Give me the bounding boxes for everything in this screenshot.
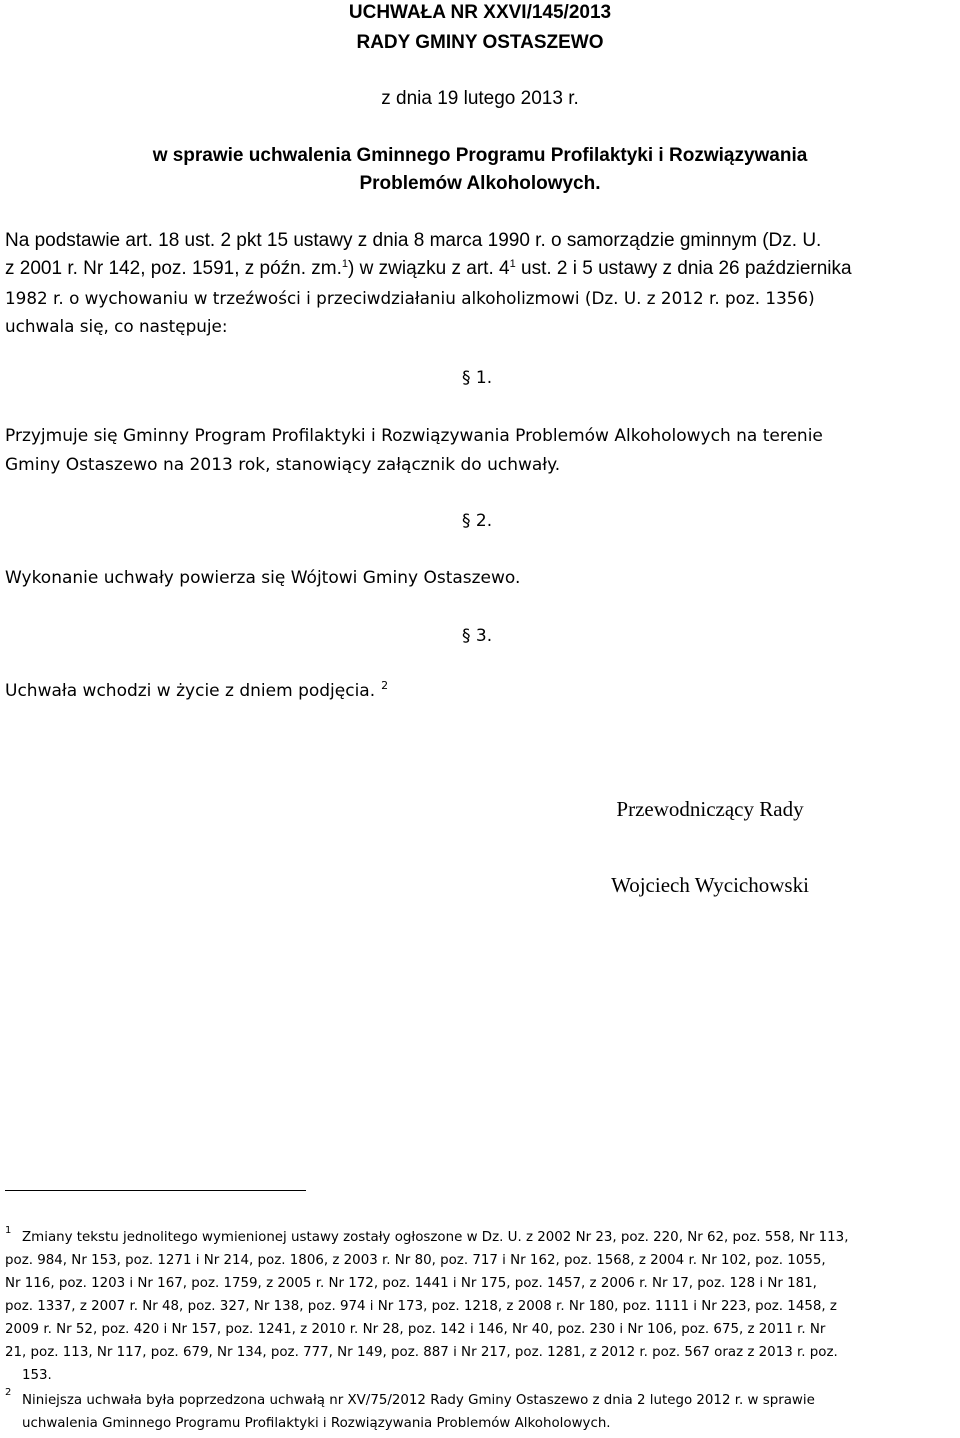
document-date: z dnia 19 lutego 2013 r. [381, 88, 579, 109]
subject-line-2: Problemów Alkoholowych. [359, 173, 601, 194]
signature-name: Wojciech Wycichowski [611, 873, 809, 897]
footnote-ref-1: 1 [341, 258, 349, 270]
subject-line-1: w sprawie uchwalenia Gminnego Programu Profilaktyki i Rozwiązywania [152, 145, 808, 166]
footnote-1-line-7: 153. [22, 1368, 52, 1383]
footnote-1-line-6: 21, poz. 113, Nr 117, poz. 679, Nr 134, poz. 777, Nr 149, poz. 887 i Nr 217, poz. 1281, z 2012 r. poz. 567 oraz z 2013 r. poz. [5, 1345, 838, 1360]
preamble-line-2-a: z 2001 r. Nr 142, poz. 1591, z późn. zm. [5, 258, 342, 279]
section-3-line-1 [5, 681, 388, 701]
footnote-2-line-2: uchwalenia Gminnego Programu Profilaktyki i Rozwiązywania Problemów Alkoholowych. [22, 1416, 611, 1431]
preamble-line-3: 1982 r. o wychowaniu w trzeźwości i przeciwdziałaniu alkoholizmowi (Dz. U. z 2012 r. poz. 1356) [5, 288, 815, 308]
preamble-line-4: uchwala się, co następuje: [5, 316, 228, 336]
preamble-line-1: Na podstawie art. 18 ust. 2 pkt 15 ustawy z dnia 8 marca 1990 r. o samorządzie gminnym (Dz. U. [5, 230, 822, 251]
footnote-1-line-5: 2009 r. Nr 52, poz. 420 i Nr 157, poz. 1241, z 2010 r. Nr 28, poz. 142 i 146, Nr 40, poz. 230 i Nr 106, poz. 675, z 2011 r. Nr [5, 1322, 826, 1337]
footnote-1-line-1: Zmiany tekstu jednolitego wymienionej ustawy zostały ogłoszone w Dz. U. z 2002 Nr 23, poz. 220, Nr 62, poz. 558, Nr 113, [22, 1230, 849, 1245]
footnote-2-number: 2 [5, 1387, 12, 1398]
section-1-line-1: Przyjmuje się Gminny Program Profilaktyki i Rozwiązywania Problemów Alkoholowych na terenie [5, 426, 823, 446]
footnote-1-line-2: poz. 984, Nr 153, poz. 1271 i Nr 214, poz. 1806, z 2003 r. Nr 80, poz. 717 i Nr 162, poz. 1568, z 2004 r. Nr 102, poz. 1055, [5, 1253, 826, 1268]
footnote-2-line-1: Niniejsza uchwała była poprzedzona uchwałą nr XV/75/2012 Rady Gminy Ostaszewo z dnia 2 lutego 2012 r. w sprawie [22, 1393, 815, 1408]
preamble-line-2-c: ust. 2 i 5 ustawy z dnia 26 października [515, 258, 852, 279]
preamble-line-2 [5, 258, 852, 280]
council-name: RADY GMINY OSTASZEWO [356, 32, 604, 53]
superscript-art-4: 1 [509, 258, 516, 270]
section-3-text: Uchwała wchodzi w życie z dniem podjęcia. [5, 681, 376, 701]
section-3-number: § 3. [462, 626, 493, 646]
footnote-1-line-4: poz. 1337, z 2007 r. Nr 48, poz. 327, Nr 138, poz. 974 i Nr 173, poz. 1218, z 2008 r. Nr 180, poz. 1111 i Nr 223, poz. 1458, z [5, 1299, 837, 1314]
section-1-line-2: Gminy Ostaszewo na 2013 rok, stanowiący załącznik do uchwały. [5, 455, 561, 475]
footnote-separator [5, 1190, 306, 1191]
footnote-1-line-3: Nr 116, poz. 1203 i Nr 167, poz. 1759, z 2005 r. Nr 172, poz. 1441 i Nr 175, poz. 1457, z 2006 r. Nr 17, poz. 128 i Nr 181, [5, 1276, 817, 1291]
section-2-number: § 2. [462, 511, 493, 531]
preamble-line-2-b: ) w związku z art. 4 [348, 258, 510, 279]
footnote-1-number: 1 [5, 1225, 12, 1236]
document-title: UCHWAŁA NR XXVI/145/2013 [348, 2, 612, 23]
footnote-ref-2: 2 [381, 679, 389, 692]
section-2-line-1: Wykonanie uchwały powierza się Wójtowi Gminy Ostaszewo. [5, 568, 521, 588]
section-1-number: § 1. [462, 368, 493, 388]
signature-role: Przewodniczący Rady [616, 797, 804, 821]
